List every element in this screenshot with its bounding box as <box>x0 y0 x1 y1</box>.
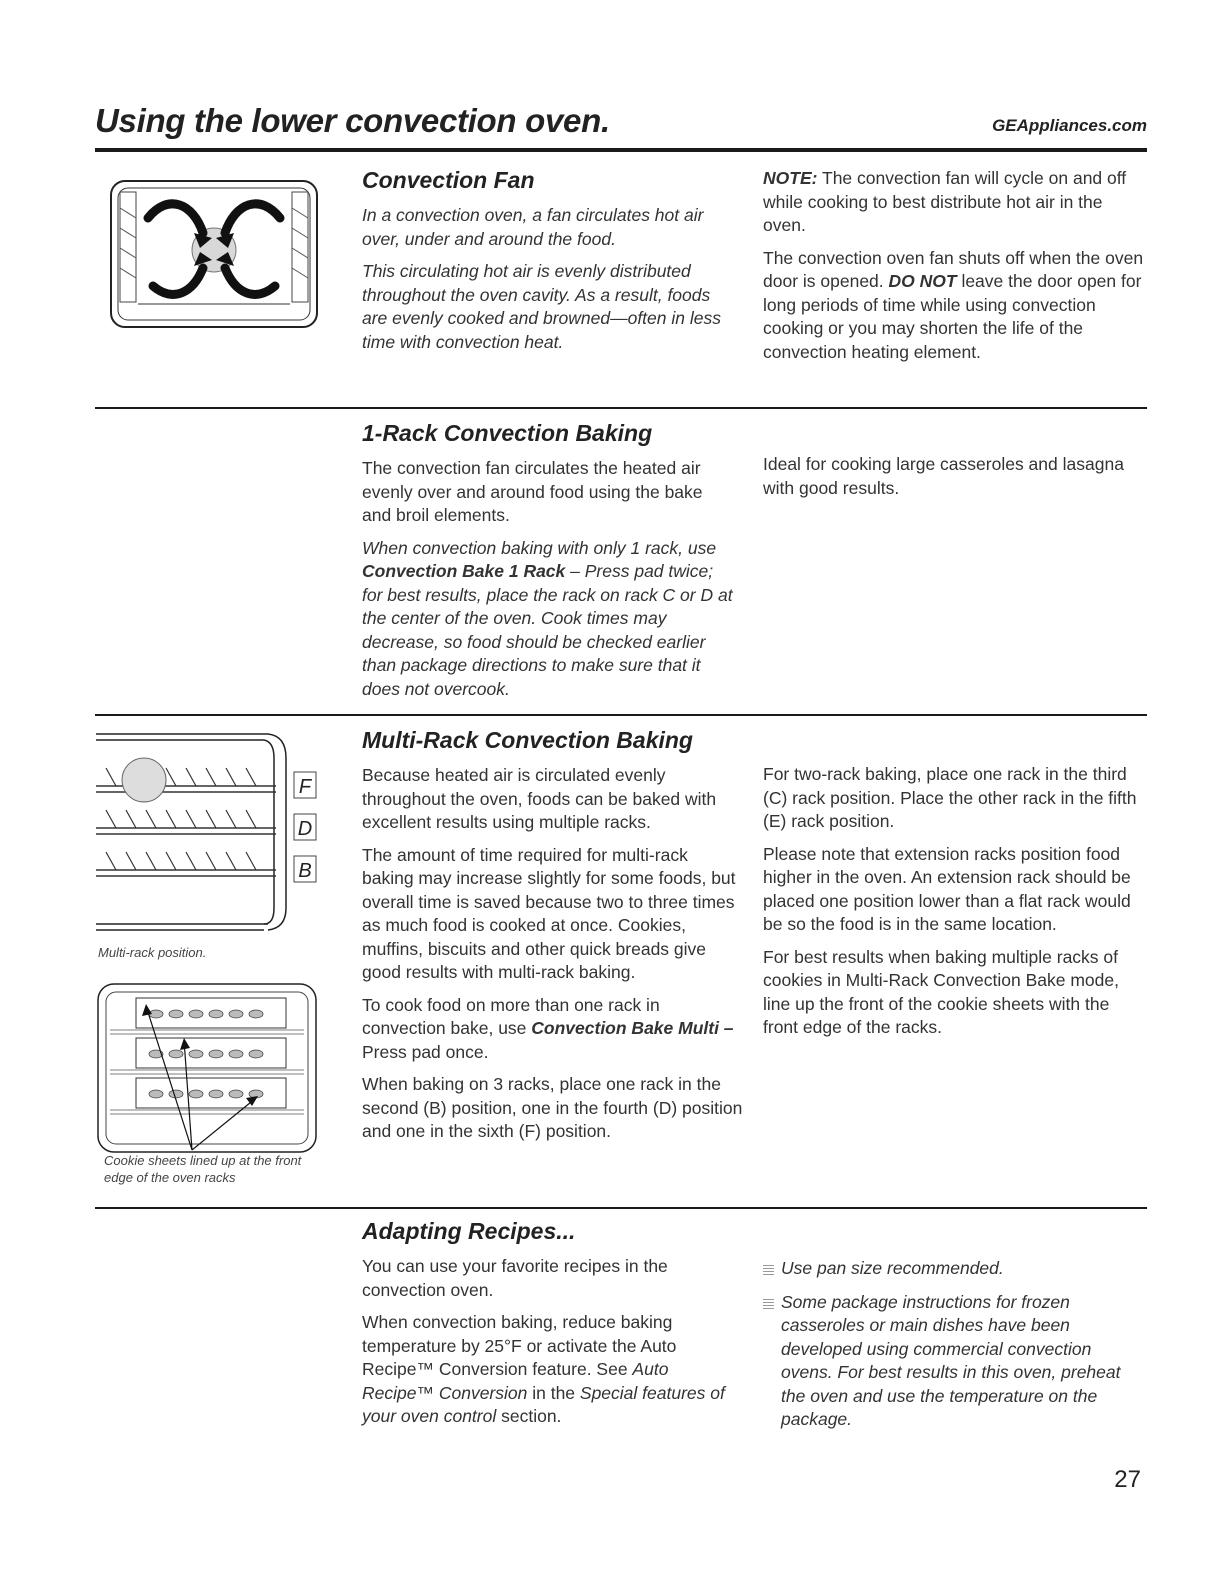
convection-bake-1-rack-pad: Convection Bake 1 Rack <box>362 561 566 581</box>
fan-shutoff-text: The convection oven fan shuts off when the oven door is opened. <box>763 247 1144 291</box>
one-rack-instructions: When convection baking with only 1 rack, use <box>362 537 717 558</box>
rack-label-f: F <box>298 776 312 798</box>
adapting-text-mid: in the <box>527 1382 580 1403</box>
bullet-text: Use pan size recommended. <box>781 1258 1004 1278</box>
multi-rack-right-column <box>763 763 1145 1049</box>
one-rack-right-column <box>763 453 1145 509</box>
adapting-text-end: section. <box>496 1406 562 1426</box>
one-rack-instructions-end: – Press pad twice; for best results, place the rack on rack C or D at the center of the oven. Cook times may decrease, so food should be checked earlier than package directions to make sure that it does not overcook. <box>362 561 733 699</box>
multi-rack-paragraph-2: The amount of time required for multi-rack baking may increase slightly for some foods, but overall time is saved because two to three times as much food is cooked at once. Cookies, muffins, biscuits and other quick breads give good results with multi-rack baking. <box>362 844 736 982</box>
adapting-bullet-list <box>763 1257 1145 1432</box>
adapting-paragraph-1: You can use your favorite recipes in the convection oven. <box>362 1256 668 1300</box>
do-not-warning: DO NOT <box>888 271 957 291</box>
rack-label-b: B <box>298 860 312 882</box>
multi-rack-paragraph-1: Because heated air is circulated evenly throughout the oven, foods can be baked with excellent results using multiple racks. <box>362 765 717 832</box>
one-rack-paragraph-3: Ideal for cooking large casseroles and lasagna with good results. <box>763 454 1124 498</box>
fan-shutoff-paragraph <box>763 247 1145 365</box>
adapting-paragraph-2 <box>362 1311 744 1429</box>
convection-fan-paragraph-1: In a convection oven, a fan circulates hot air over, under and around the food. <box>362 205 704 249</box>
multi-rack-position-caption: Multi-rack position. <box>98 945 207 960</box>
adapting-recipes-heading: Adapting Recipes... <box>362 1218 576 1244</box>
multi-rack-heading: Multi-Rack Convection Baking <box>362 727 693 753</box>
square-bullet-icon <box>763 1264 774 1275</box>
multi-rack-paragraph-7: For best results when baking multiple racks of cookies in Multi-Rack Convection Bake mode, line up the front of the cookie sheets with the front edge of the racks. <box>763 946 1119 1037</box>
note-text: The convection fan will cycle on and off while cooking to best distribute hot air in the oven. <box>763 168 1127 235</box>
list-item <box>763 1257 1145 1281</box>
section-divider <box>95 714 1147 716</box>
section-divider <box>95 407 1147 409</box>
multi-rack-paragraph-5: For two-rack baking, place one rack in the third (C) rack position. Place the other rack in the fifth (E) rack position. <box>763 764 1137 831</box>
multi-rack-paragraph-4: When baking on 3 racks, place one rack in the second (B) position, one in the fourth (D) position and one in the sixth (F) position. <box>362 1074 743 1141</box>
convection-bake-multi-pad: Convection Bake Multi – <box>531 1018 734 1038</box>
adapting-text: When convection baking, reduce baking temperature by 25°F or activate the Auto Recipe™ Conversion feature. See <box>362 1312 677 1379</box>
note-label: NOTE: <box>763 168 818 188</box>
page-header <box>95 102 1147 154</box>
adapting-recipes-column <box>362 1217 744 1438</box>
convection-fan-illustration <box>108 178 320 330</box>
page-title: Using the lower convection oven. <box>95 102 610 139</box>
multi-rack-instructions-end: Press pad once. <box>362 1041 489 1062</box>
multi-rack-paragraph-6: Please note that extension racks position food higher in the oven. An extension rack should be placed one position lower than a flat rack would be so the food is in the same location. <box>763 843 1131 934</box>
one-rack-paragraph-2 <box>362 537 734 702</box>
special-features-reference: Special features of your oven control <box>362 1382 725 1426</box>
one-rack-paragraph-1: The convection fan circulates the heated air evenly over and around food using the bake and broil elements. <box>362 458 703 525</box>
one-rack-column <box>362 419 734 710</box>
cookie-sheets-caption: Cookie sheets lined up at the front edge of the oven racks <box>104 1153 302 1185</box>
list-item <box>763 1291 1145 1432</box>
header-rule <box>95 148 1147 152</box>
square-bullet-icon <box>763 1298 774 1309</box>
multi-rack-paragraph-3 <box>362 994 744 1065</box>
convection-fan-notes <box>763 167 1145 373</box>
convection-fan-heading: Convection Fan <box>362 167 535 193</box>
convection-fan-paragraph-2: This circulating hot air is evenly distributed throughout the oven cavity. As a result, foods are evenly cooked and browned—often in less time with convection heat. <box>362 261 721 352</box>
rack-label-d: D <box>297 818 313 840</box>
multi-rack-instructions: To cook food on more than one rack in convection bake, use <box>362 994 660 1038</box>
cookie-sheets-illustration <box>96 982 318 1154</box>
convection-fan-column <box>362 166 734 363</box>
adapting-bullets-column <box>763 1257 1145 1442</box>
page-number: 27 <box>1114 1466 1141 1493</box>
section-divider <box>95 1207 1147 1209</box>
one-rack-heading: 1-Rack Convection Baking <box>362 420 653 446</box>
site-url: GEAppliances.com <box>992 116 1147 135</box>
convection-fan-note <box>763 167 1145 238</box>
fan-shutoff-text-end: leave the door open for long periods of time while using convection cooking or you may shorten the life of the convection heating element. <box>763 271 1142 362</box>
multi-rack-column <box>362 726 744 1153</box>
bullet-text: Some package instructions for frozen casseroles or main dishes have been developed using commercial convection ovens. For best results in this oven, preheat the oven and use the temperature on the package. <box>781 1291 1121 1429</box>
auto-recipe-reference: Auto Recipe™ Conversion <box>362 1359 669 1403</box>
